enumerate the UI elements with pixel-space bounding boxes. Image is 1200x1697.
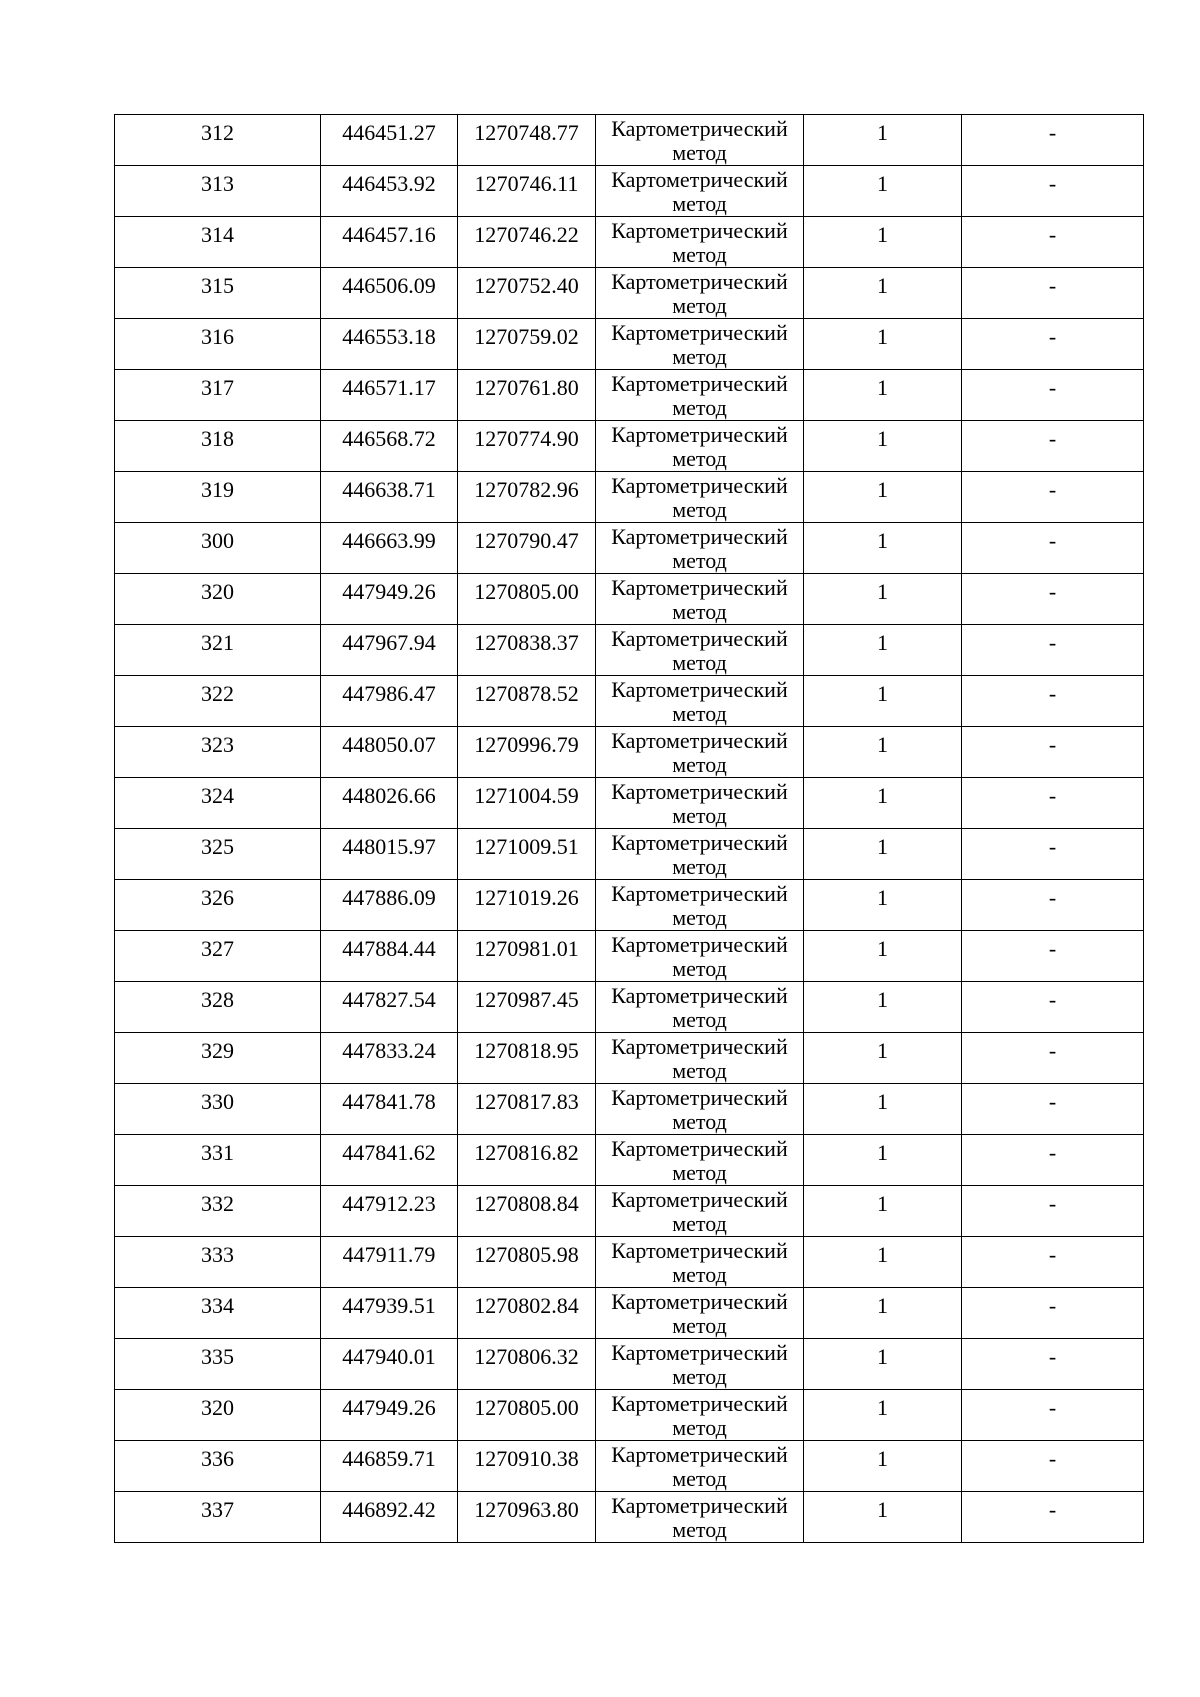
point-number-cell: 323 (115, 727, 321, 778)
table-row (115, 1288, 1144, 1339)
method-line-2: метод (672, 1007, 727, 1032)
method-line-2: метод (672, 293, 727, 318)
table-row (115, 523, 1144, 574)
method-line-1: Картометрический (611, 473, 788, 498)
point-number-cell: 330 (115, 1084, 321, 1135)
method-line-1: Картометрический (611, 575, 788, 600)
method-cell (596, 115, 804, 166)
x-coordinate-cell: 447967.94 (321, 625, 458, 676)
method-line-2: метод (672, 446, 727, 471)
table-row (115, 268, 1144, 319)
note-cell: - (962, 268, 1144, 319)
method-cell (596, 217, 804, 268)
table-row (115, 1339, 1144, 1390)
table-row (115, 1135, 1144, 1186)
accuracy-cell: 1 (804, 1135, 962, 1186)
x-coordinate-cell: 447841.78 (321, 1084, 458, 1135)
table-row (115, 472, 1144, 523)
x-coordinate-cell: 447827.54 (321, 982, 458, 1033)
accuracy-cell: 1 (804, 1441, 962, 1492)
point-number-cell: 327 (115, 931, 321, 982)
accuracy-cell: 1 (804, 1339, 962, 1390)
method-line-2: метод (672, 548, 727, 573)
method-line-1: Картометрический (611, 779, 788, 804)
table-row (115, 727, 1144, 778)
table-row (115, 1441, 1144, 1492)
table-row (115, 625, 1144, 676)
x-coordinate-cell: 446663.99 (321, 523, 458, 574)
note-cell: - (962, 1135, 1144, 1186)
y-coordinate-cell: 1270910.38 (458, 1441, 596, 1492)
method-line-1: Картометрический (611, 1340, 788, 1365)
method-line-2: метод (672, 599, 727, 624)
table-row (115, 982, 1144, 1033)
accuracy-cell: 1 (804, 1186, 962, 1237)
table-row (115, 931, 1144, 982)
y-coordinate-cell: 1271004.59 (458, 778, 596, 829)
point-number-cell: 313 (115, 166, 321, 217)
point-number-cell: 329 (115, 1033, 321, 1084)
method-line-1: Картометрический (611, 932, 788, 957)
x-coordinate-cell: 448015.97 (321, 829, 458, 880)
note-cell: - (962, 829, 1144, 880)
x-coordinate-cell: 446453.92 (321, 166, 458, 217)
method-line-1: Картометрический (611, 728, 788, 753)
y-coordinate-cell: 1270808.84 (458, 1186, 596, 1237)
method-cell (596, 931, 804, 982)
method-cell (596, 268, 804, 319)
y-coordinate-cell: 1271019.26 (458, 880, 596, 931)
method-cell (596, 1186, 804, 1237)
table-row (115, 1084, 1144, 1135)
table-row (115, 1186, 1144, 1237)
x-coordinate-cell: 447940.01 (321, 1339, 458, 1390)
method-line-1: Картометрический (611, 677, 788, 702)
method-line-2: метод (672, 1262, 727, 1287)
method-cell (596, 880, 804, 931)
table-row (115, 421, 1144, 472)
method-line-2: метод (672, 1415, 727, 1440)
method-line-2: метод (672, 1517, 727, 1542)
x-coordinate-cell: 446892.42 (321, 1492, 458, 1543)
method-line-2: метод (672, 905, 727, 930)
accuracy-cell: 1 (804, 829, 962, 880)
method-cell (596, 676, 804, 727)
method-line-2: метод (672, 1211, 727, 1236)
note-cell: - (962, 676, 1144, 727)
accuracy-cell: 1 (804, 778, 962, 829)
method-cell (596, 625, 804, 676)
method-line-2: метод (672, 395, 727, 420)
accuracy-cell: 1 (804, 676, 962, 727)
x-coordinate-cell: 447986.47 (321, 676, 458, 727)
method-line-2: метод (672, 701, 727, 726)
y-coordinate-cell: 1270805.00 (458, 1390, 596, 1441)
method-line-1: Картометрический (611, 371, 788, 396)
point-number-cell: 319 (115, 472, 321, 523)
method-line-2: метод (672, 854, 727, 879)
y-coordinate-cell: 1270818.95 (458, 1033, 596, 1084)
table-row (115, 319, 1144, 370)
x-coordinate-cell: 446553.18 (321, 319, 458, 370)
y-coordinate-cell: 1270782.96 (458, 472, 596, 523)
method-line-1: Картометрический (611, 116, 788, 141)
y-coordinate-cell: 1270761.80 (458, 370, 596, 421)
x-coordinate-cell: 446571.17 (321, 370, 458, 421)
accuracy-cell: 1 (804, 421, 962, 472)
method-line-2: метод (672, 344, 727, 369)
x-coordinate-cell: 448050.07 (321, 727, 458, 778)
accuracy-cell: 1 (804, 727, 962, 778)
method-line-2: метод (672, 1313, 727, 1338)
accuracy-cell: 1 (804, 931, 962, 982)
method-cell (596, 370, 804, 421)
accuracy-cell: 1 (804, 1288, 962, 1339)
note-cell: - (962, 1186, 1144, 1237)
y-coordinate-cell: 1270790.47 (458, 523, 596, 574)
y-coordinate-cell: 1270981.01 (458, 931, 596, 982)
method-line-2: метод (672, 1364, 727, 1389)
note-cell: - (962, 1390, 1144, 1441)
y-coordinate-cell: 1270816.82 (458, 1135, 596, 1186)
point-number-cell: 326 (115, 880, 321, 931)
method-cell (596, 319, 804, 370)
y-coordinate-cell: 1270805.98 (458, 1237, 596, 1288)
method-cell (596, 1135, 804, 1186)
method-cell (596, 1441, 804, 1492)
method-line-1: Картометрический (611, 1238, 788, 1263)
method-line-2: метод (672, 1109, 727, 1134)
method-line-1: Картометрический (611, 1187, 788, 1212)
point-number-cell: 321 (115, 625, 321, 676)
point-number-cell: 322 (115, 676, 321, 727)
x-coordinate-cell: 446568.72 (321, 421, 458, 472)
method-line-1: Картометрический (611, 1493, 788, 1518)
method-cell (596, 829, 804, 880)
x-coordinate-cell: 447939.51 (321, 1288, 458, 1339)
method-line-1: Картометрический (611, 1085, 788, 1110)
x-coordinate-cell: 448026.66 (321, 778, 458, 829)
table-row (115, 370, 1144, 421)
accuracy-cell: 1 (804, 472, 962, 523)
note-cell: - (962, 1441, 1144, 1492)
method-line-1: Картометрический (611, 1289, 788, 1314)
note-cell: - (962, 778, 1144, 829)
y-coordinate-cell: 1270878.52 (458, 676, 596, 727)
note-cell: - (962, 880, 1144, 931)
accuracy-cell: 1 (804, 217, 962, 268)
note-cell: - (962, 523, 1144, 574)
x-coordinate-cell: 447841.62 (321, 1135, 458, 1186)
method-cell (596, 1237, 804, 1288)
note-cell: - (962, 625, 1144, 676)
method-line-1: Картометрический (611, 320, 788, 345)
method-cell (596, 166, 804, 217)
y-coordinate-cell: 1270838.37 (458, 625, 596, 676)
accuracy-cell: 1 (804, 1390, 962, 1441)
note-cell: - (962, 472, 1144, 523)
accuracy-cell: 1 (804, 319, 962, 370)
y-coordinate-cell: 1270996.79 (458, 727, 596, 778)
accuracy-cell: 1 (804, 115, 962, 166)
note-cell: - (962, 421, 1144, 472)
accuracy-cell: 1 (804, 1492, 962, 1543)
accuracy-cell: 1 (804, 1033, 962, 1084)
method-line-1: Картометрический (611, 218, 788, 243)
note-cell: - (962, 982, 1144, 1033)
y-coordinate-cell: 1270805.00 (458, 574, 596, 625)
y-coordinate-cell: 1270759.02 (458, 319, 596, 370)
accuracy-cell: 1 (804, 523, 962, 574)
table-row (115, 1390, 1144, 1441)
method-cell (596, 778, 804, 829)
y-coordinate-cell: 1271009.51 (458, 829, 596, 880)
accuracy-cell: 1 (804, 1084, 962, 1135)
x-coordinate-cell: 446457.16 (321, 217, 458, 268)
method-cell (596, 1492, 804, 1543)
table-row (115, 829, 1144, 880)
x-coordinate-cell: 447884.44 (321, 931, 458, 982)
y-coordinate-cell: 1270746.22 (458, 217, 596, 268)
method-cell (596, 727, 804, 778)
point-number-cell: 336 (115, 1441, 321, 1492)
x-coordinate-cell: 447949.26 (321, 1390, 458, 1441)
note-cell: - (962, 574, 1144, 625)
method-cell (596, 523, 804, 574)
method-line-1: Картометрический (611, 422, 788, 447)
x-coordinate-cell: 447886.09 (321, 880, 458, 931)
method-line-2: метод (672, 650, 727, 675)
method-cell (596, 472, 804, 523)
note-cell: - (962, 1288, 1144, 1339)
point-number-cell: 325 (115, 829, 321, 880)
method-cell (596, 1390, 804, 1441)
table-row (115, 676, 1144, 727)
point-number-cell: 312 (115, 115, 321, 166)
method-line-1: Картометрический (611, 524, 788, 549)
point-number-cell: 300 (115, 523, 321, 574)
method-line-2: метод (672, 956, 727, 981)
method-line-1: Картометрический (611, 830, 788, 855)
method-line-2: метод (672, 497, 727, 522)
y-coordinate-cell: 1270817.83 (458, 1084, 596, 1135)
table-row (115, 880, 1144, 931)
accuracy-cell: 1 (804, 625, 962, 676)
accuracy-cell: 1 (804, 370, 962, 421)
note-cell: - (962, 727, 1144, 778)
method-cell (596, 574, 804, 625)
note-cell: - (962, 217, 1144, 268)
y-coordinate-cell: 1270987.45 (458, 982, 596, 1033)
note-cell: - (962, 1084, 1144, 1135)
note-cell: - (962, 370, 1144, 421)
x-coordinate-cell: 447949.26 (321, 574, 458, 625)
note-cell: - (962, 166, 1144, 217)
point-number-cell: 328 (115, 982, 321, 1033)
method-line-2: метод (672, 140, 727, 165)
table-row (115, 115, 1144, 166)
x-coordinate-cell: 447911.79 (321, 1237, 458, 1288)
method-cell (596, 982, 804, 1033)
point-number-cell: 320 (115, 1390, 321, 1441)
method-line-2: метод (672, 1160, 727, 1185)
point-number-cell: 316 (115, 319, 321, 370)
point-number-cell: 324 (115, 778, 321, 829)
y-coordinate-cell: 1270752.40 (458, 268, 596, 319)
point-number-cell: 320 (115, 574, 321, 625)
point-number-cell: 333 (115, 1237, 321, 1288)
coordinates-table-body (115, 115, 1144, 1543)
table-row (115, 166, 1144, 217)
note-cell: - (962, 1339, 1144, 1390)
x-coordinate-cell: 446859.71 (321, 1441, 458, 1492)
table-row (115, 574, 1144, 625)
x-coordinate-cell: 446506.09 (321, 268, 458, 319)
note-cell: - (962, 1237, 1144, 1288)
table-row (115, 1033, 1144, 1084)
accuracy-cell: 1 (804, 1237, 962, 1288)
method-cell (596, 1033, 804, 1084)
method-line-1: Картометрический (611, 1136, 788, 1161)
point-number-cell: 314 (115, 217, 321, 268)
note-cell: - (962, 1492, 1144, 1543)
coordinates-table (114, 114, 1144, 1543)
method-line-2: метод (672, 242, 727, 267)
table-row (115, 1492, 1144, 1543)
note-cell: - (962, 115, 1144, 166)
y-coordinate-cell: 1270963.80 (458, 1492, 596, 1543)
y-coordinate-cell: 1270746.11 (458, 166, 596, 217)
accuracy-cell: 1 (804, 574, 962, 625)
method-line-2: метод (672, 191, 727, 216)
point-number-cell: 331 (115, 1135, 321, 1186)
table-row (115, 217, 1144, 268)
method-line-1: Картометрический (611, 1391, 788, 1416)
method-line-2: метод (672, 1466, 727, 1491)
method-cell (596, 1339, 804, 1390)
method-line-1: Картометрический (611, 626, 788, 651)
x-coordinate-cell: 446638.71 (321, 472, 458, 523)
method-line-1: Картометрический (611, 167, 788, 192)
method-line-2: метод (672, 752, 727, 777)
note-cell: - (962, 931, 1144, 982)
point-number-cell: 318 (115, 421, 321, 472)
y-coordinate-cell: 1270748.77 (458, 115, 596, 166)
method-line-2: метод (672, 1058, 727, 1083)
method-line-2: метод (672, 803, 727, 828)
accuracy-cell: 1 (804, 268, 962, 319)
method-line-1: Картометрический (611, 1442, 788, 1467)
method-cell (596, 1288, 804, 1339)
accuracy-cell: 1 (804, 166, 962, 217)
point-number-cell: 335 (115, 1339, 321, 1390)
note-cell: - (962, 319, 1144, 370)
method-line-1: Картометрический (611, 1034, 788, 1059)
method-cell (596, 1084, 804, 1135)
accuracy-cell: 1 (804, 982, 962, 1033)
point-number-cell: 337 (115, 1492, 321, 1543)
method-line-1: Картометрический (611, 881, 788, 906)
accuracy-cell: 1 (804, 880, 962, 931)
note-cell: - (962, 1033, 1144, 1084)
point-number-cell: 315 (115, 268, 321, 319)
point-number-cell: 334 (115, 1288, 321, 1339)
point-number-cell: 317 (115, 370, 321, 421)
table-row (115, 1237, 1144, 1288)
method-line-1: Картометрический (611, 983, 788, 1008)
x-coordinate-cell: 447912.23 (321, 1186, 458, 1237)
x-coordinate-cell: 447833.24 (321, 1033, 458, 1084)
table-row (115, 778, 1144, 829)
method-line-1: Картометрический (611, 269, 788, 294)
x-coordinate-cell: 446451.27 (321, 115, 458, 166)
y-coordinate-cell: 1270806.32 (458, 1339, 596, 1390)
y-coordinate-cell: 1270802.84 (458, 1288, 596, 1339)
y-coordinate-cell: 1270774.90 (458, 421, 596, 472)
method-cell (596, 421, 804, 472)
point-number-cell: 332 (115, 1186, 321, 1237)
